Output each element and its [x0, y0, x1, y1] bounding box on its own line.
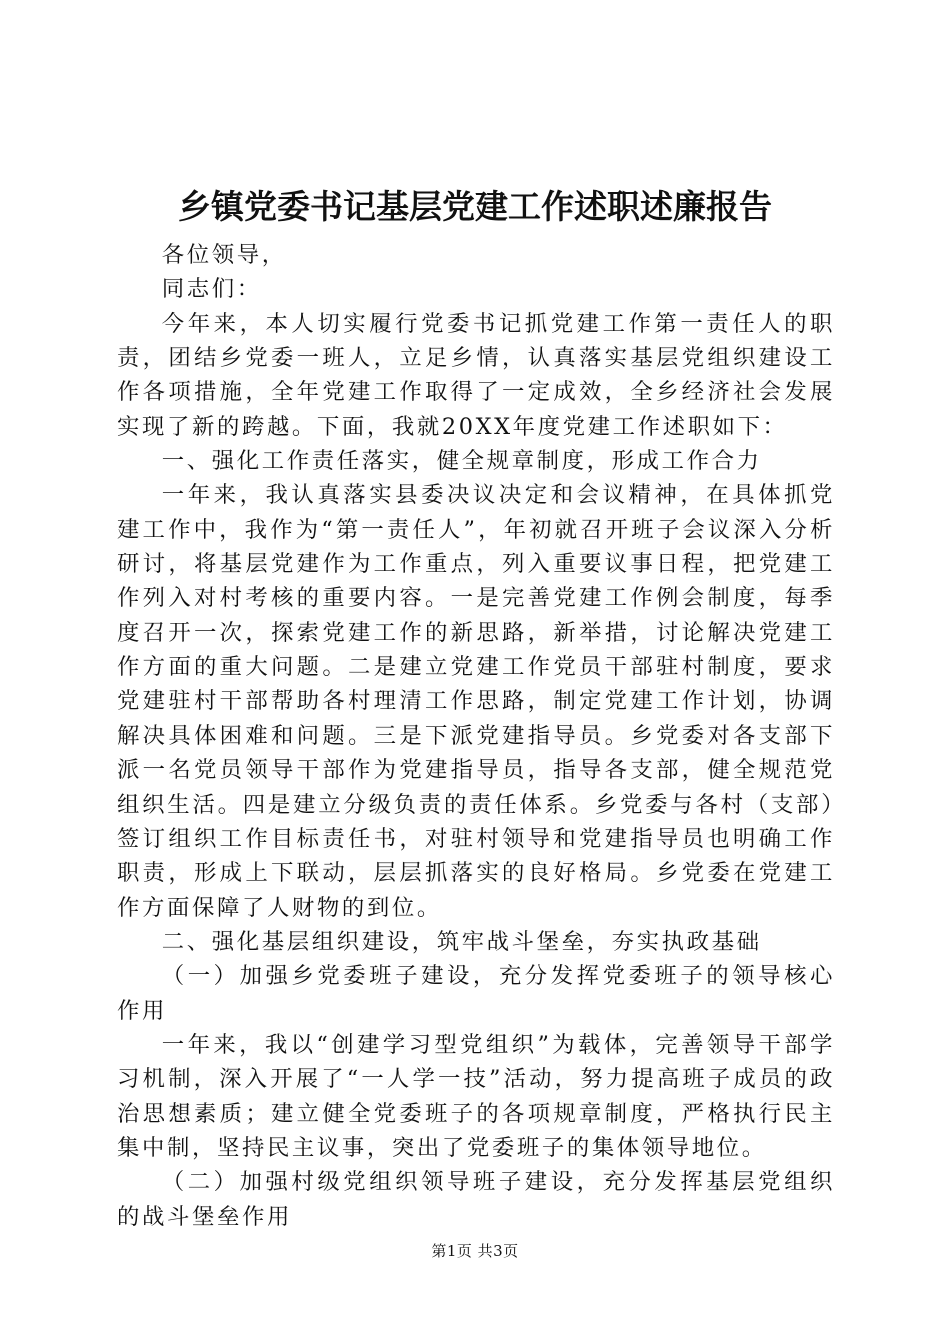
section-1-paragraph: 一年来，我认真落实县委决议决定和会议精神，在具体抓党建工作中，我作为“第一责任人”，年初就召开班子会议深入分析研讨，将基层党建作为工作重点，列入重要议事日程，把党建工作列入对村考核的重要内容。一是完善党建工作例会制度，每季度召开一次，探索党建工作的新思路，新举措，讨论解决党建工作方面的重大问题。二是建立党建工作党员干部驻村制度，要求党建驻村干部帮助各村理清工作思路，制定党建工作计划，协调解决具体困难和问题。三是下派党建指导员。乡党委对各支部下派一名党员领导干部作为党建指导员，指导各支部，健全规范党组织生活。四是建立分级负责的责任体系。乡党委与各村（支部）签订组织工作目标责任书，对驻村领导和党建指导员也明确工作职责，形成上下联动，层层抓落实的良好格局。乡党委在党建工作方面保障了人财物的到位。 — [117, 482, 835, 921]
page-footer: 第1页 共3页 — [431, 1242, 519, 1260]
section-heading-2: 二、强化基层组织建设，筑牢战斗堡垒，夯实执政基础 — [161, 928, 762, 955]
subsection-heading-2-2: （二）加强村级党组织领导班子建设，充分发挥基层党组织的战斗堡垒作用 — [117, 1169, 835, 1230]
subsection-heading-2-1: （一）加强乡党委班子建设，充分发挥党委班子的领导核心作用 — [117, 963, 835, 1024]
salutation-leaders: 各位领导， — [161, 242, 287, 268]
subsection-2-1-paragraph: 一年来，我以“创建学习型党组织”为载体，完善领导干部学习机制，深入开展了“一人学一技”活动，努力提高班子成员的政治思想素质；建立健全党委班子的各项规章制度，严格执行民主集中制，坚持民主议事，突出了党委班子的集体领导地位。 — [117, 1031, 835, 1161]
section-heading-1: 一、强化工作责任落实，健全规章制度，形成工作合力 — [161, 448, 762, 475]
document-title: 乡镇党委书记基层党建工作述职述廉报告 — [178, 187, 772, 226]
salutation-comrades: 同志们： — [161, 276, 262, 303]
intro-paragraph: 今年来，本人切实履行党委书记抓党建工作第一责任人的职责，团结乡党委一班人，立足乡情，认真落实基层党组织建设工作各项措施，全年党建工作取得了一定成效，全乡经济社会发展实现了新的跨越。下面，我就20XX年度党建工作述职如下： — [117, 310, 835, 440]
document-body — [117, 238, 835, 1234]
